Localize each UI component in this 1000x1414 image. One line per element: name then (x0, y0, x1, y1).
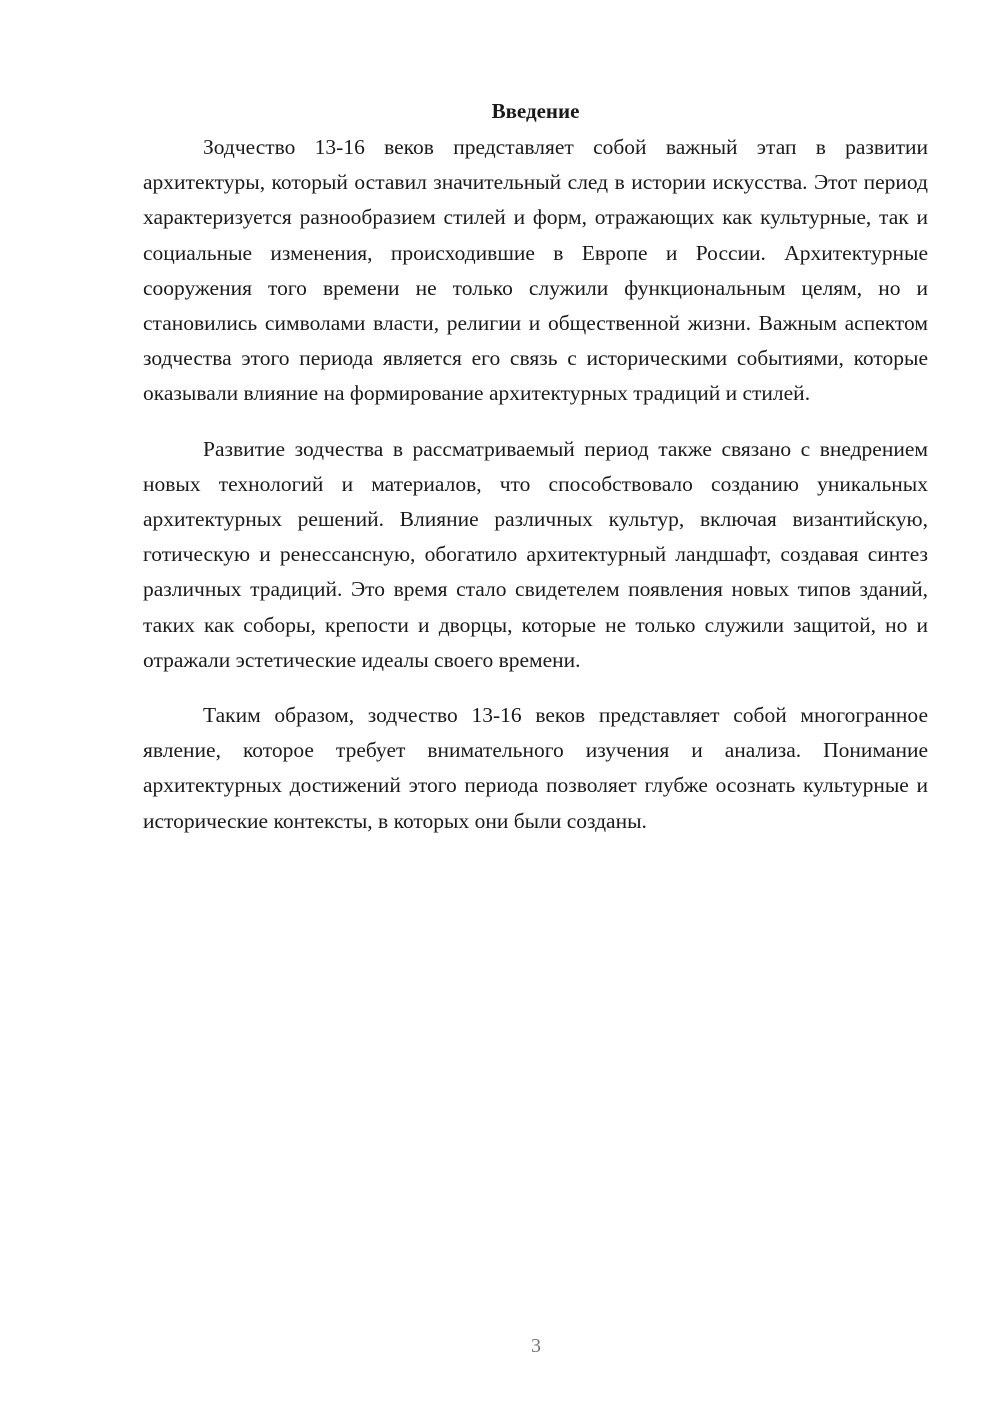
page-number: 3 (531, 1335, 541, 1357)
paragraph-2: Развитие зодчества в рассматриваемый период также связано с внедрением новых технологий и материалов, что способствовало созданию уникальных архитектурных решений. Влияние различных культур, включая византийскую, готическую и ренессансную, обогатило архитектурный ландшафт, создавая синтез различных традиций. Это время стало свидетелем появления новых типов зданий, таких как соборы, крепости и дворцы, которые не только служили защитой, но и отражали эстетические идеалы своего времени. (143, 436, 928, 672)
paragraph-1: Зодчество 13-16 веков представляет собой важный этап в развитии архитектуры, который оставил значительный след в истории искусства. Этот период характеризуется разнообразием стилей и форм, отражающих как культурные, так и социальные изменения, происходившие в Европе и России. Архитектурные сооружения того времени не только служили функциональным целям, но и становились символами власти, религии и общественной жизни. Важным аспектом зодчества этого периода является его связь с историческими событиями, которые оказывали влияние на формирование архитектурных традиций и стилей. (143, 135, 928, 406)
paragraph-3: Таким образом, зодчество 13-16 веков представляет собой многогранное явление, которое требует внимательного изучения и анализа. Понимание архитектурных достижений этого периода позволяет глубже осознать культурные и исторические контексты, в которых они были созданы. (143, 703, 928, 833)
page-content (143, 96, 928, 859)
section-heading: Введение (491, 99, 580, 123)
